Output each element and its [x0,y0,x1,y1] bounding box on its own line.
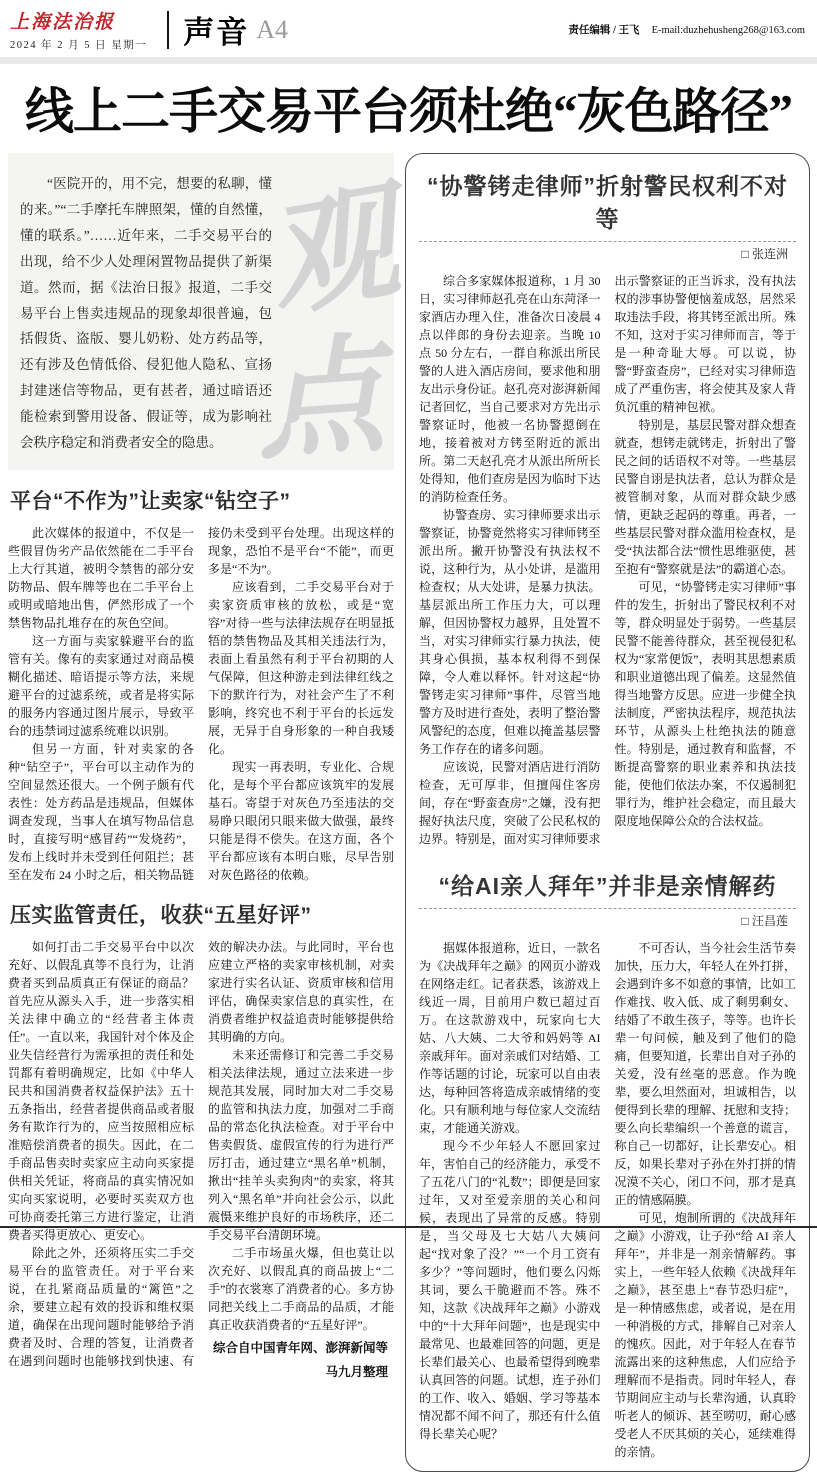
opinion-panel [405,153,810,1472]
editor-credit: 责任编辑 / 王飞 [568,25,640,36]
paragraph: 现今不少年轻人不愿回家过年，害怕自己的经济能力，承受不了五花八门的“礼数”；即便是回家过年，又对至爱亲朋的关心和问候，表现出了异常的反感。特别是，当父母及七大姑八大姨问起“找对象了没？”“一个月工资有多少？”等问题时，他们要么闪烁其词，要么干脆避而不答。殊不知，这款《决战拜年之巅》小游戏中的“十大拜年问题”，也是现实中最常见、也最难回答的问题，更是长辈们最关心、也最希望得到晚辈认真回答的问题。试想，连子孙们的工作、收入、婚姻、学习等基本情况都不闻不问了，那还有什么值得长辈关心呢？ [419,1139,601,1441]
article-ai-newyear [419,868,796,1461]
main-headline: 线上二手交易平台须杜绝“灰色路径” [24,84,792,139]
article2-body [419,939,796,1461]
intro-paragraph: “医院开的，用不完，想要的私聊，懂的来。”“二手摩托车牌照架，懂的自然懂，懂的联系。”……近年来，二手交易平台的出现，给不少人处理闲置物品提供了新渠道。然而，据《法治日报》报道，二手交易平台上售卖违规品的现象却很普遍，包括假货、盗版、婴儿奶粉、处方药品等，还有涉及色情低俗、侵犯他人隐私、宣扬封建迷信等物品，更有甚者，通过暗语还能检索到警用设备、假证等，成为影响社会秩序稳定和消费者安全的隐患。 [20,176,272,451]
paragraph: 综合多家媒体报道称，1 月 30 日，实习律师赵孔亮在山东菏泽一家酒店办理入住，准备次日凌晨 4 点以伴郎的身份去迎亲。当晚 10 点 50 分左右，一群自称派出所民警的人进入酒店房间，要求他和朋友出示身份证。赵孔亮对澎湃新闻记者回忆，当自己要求对方先出示警察证时，他被一名协警摁倒在地，接着被对方铐至附近的派出所。第二天赵孔亮才从派出所所长处得知，他们查房是因为临时下达的消防检查任务。 [419,274,601,504]
section2-title: 压实监管责任，收获“五星好评” [10,903,312,927]
paragraph: 应该说，民警对酒店进行消防检查，无可厚非，但擅闯住客房间，存在“野蛮查房”之嫌，没有把握好执法尺度，突破了公民私权的边界。特别是，面对实习律师要求出示警察证的正当诉求，没有执法权的涉事协警便恼羞成怒，居然采取违法手段，将其铐至派出所。殊不知，这对于实习律师而言，等于是一种奇耻大辱。可以说，协警“野蛮查房”，已经对实习律师造成了严重伤害，将会使其及家人背负沉重的精神包袱。 [419,274,796,846]
paragraph: 应该看到，二手交易平台对于卖家资质审核的放松，或是“宽容”对待一些与法律法规存在明显抵牾的禁售物品及其相关违法行为，表面上看虽然有利于平台初期的人气保障，但这种游走到法律红线之下的默许行为，对社会产生了不利影响，终究也不利于平台的长远发展，无异于自身形象的一种自我矮化。 [208,579,394,756]
page-header [0,0,817,54]
paragraph: 如何打击二手交易平台中以次充好、以假乱真等不良行为，让消费者买到品质真正有保证的商品？首先应从源头入手，进一步落实相关法律中确立的“经营者主体责任”。一直以来，我国针对个体及企业失信经营行为需承担的责任和处罚都有着明确规定，比如《中华人民共和国消费者权益保护法》五十五条指出，经营者提供商品或者服务有欺诈行为的，应当按照相应标准赔偿消费者的损失。因此，在二手商品售卖时卖家应主动向买家提供相关凭证，将商品的真实情况如实向买家说明，必要时买卖双方也可协商委托第三方进行鉴定，让消费者买得更放心、更安心。 [8,939,194,1242]
issue-date: 2024 年 2 月 5 日 星期一 [10,40,148,51]
paragraph: 不可否认，当今社会生活节奏加快，压力大，年轻人在外打拼，会遇到许多不如意的事情，比如工作难找、收入低、成了剩男剩女、结婚了不敢生孩子，等等。也许长辈一句问候，触及到了他们的隐痛，但要知道，长辈出自对子孙的关爱，没有丝毫的恶意。作为晚辈，要么坦然面对，坦诚相告，以便得到长辈的理解、抚慰和支持；要么向长辈编织一个善意的谎言，称自己一切都好，让长辈安心。相反，如果长辈对子孙在外打拼的情况漠不关心，闭口不问，那才是真正的情感隔膜。 [614,941,796,1207]
paragraph: 除此之外，还须将压实二手交易平台的监管责任。对于平台来说，在扎紧商品质量的“篱笆”之余，要建立起有效的投诉和维权渠道，确保在出现问题时能够给予消费者及时、合理的答复，让消费者在遇到问题时也能够找到快速、有效的解决办法。与此同时，平台也应建立严格的卖家审核机制，对卖家进行实名认证、资质审核和信用评估，确保卖家信息的真实性，在消费者维护权益追责时能够提供给其明确的方向。 [8,939,394,1368]
paragraph: 可见，炮制所谓的《决战拜年之巅》小游戏，让子孙“给 AI 亲人拜年”，并非是一剂亲情解药。事实上，一些年轻人依赖《决战拜年之巅》，甚至患上“春节恐归症”，是一种情感焦虑，或者说，是在用一种消极的方式，排解自己对亲人的愧疚。因此，对于年轻人在春节流露出来的这种焦虑，人们应给予理解而不是指责。同时年轻人，春节期间应主动与长辈沟通，认真聆听老人的倾诉、甚至唠叨，耐心感受老人不厌其烦的关心，延续难得的亲情。 [614,1211,796,1459]
paragraph: 现实一再表明，专业化、合规化，是每个平台都应该筑牢的发展基石。寄望于对灰色乃至违法的交易睁只眼闭只眼来做大做强，最终只能是得不偿失。在这方面，各个平台都应该有本明白账，尽早告别对灰色路径的依赖。 [208,759,394,882]
masthead-block [10,7,147,52]
source-credit: 综合自中国青年网、澎湃新闻等 [212,1340,388,1355]
section-name: 声音 [183,15,250,50]
article1-title: “协警铐走律师”折射警民权利不对等 [427,173,788,232]
header-credits [568,22,805,37]
article2-title: “给AI亲人拜年”并非是亲情解药 [438,873,777,899]
section2-body [8,938,394,1382]
watermark-guan: 观 [255,166,409,336]
editor-email: E-mail:duzhehusheng268@163.com [651,25,805,36]
paragraph: 据媒体报道称，近日，一款名为《决战拜年之巅》的网页小游戏在网络走红。记者获悉，该游戏上线近一周，目前用户数已超过百万。在这款游戏中，玩家向七大姑、八大姨、二大爷和妈妈等 AI 亲戚拜年。面对亲戚们对结婚、工作等话题的讨论，玩家可以自由表达，每种回答将造成亲戚情绪的变化。只有顺利地与每位家人交流结束，才能通关游戏。 [419,941,601,1135]
dashed-separator [419,908,796,909]
paragraph: 可见，“协警铐走实习律师”事件的发生，折射出了警民权利不对等，群众明显处于弱势。一些基层民警不能善待群众，甚至视侵犯私权为“家常便饭”，表明其思想素质和职业道德出现了偏差。这显然值得当地警方反思。应进一步健全执法制度，严密执法程序，规范执法环节，从源头上杜绝执法的随意性。特别是，通过教育和监督，不断提高警察的职业素养和执法技能，使他们依法办案，不仅遏制犯罪行为，维护社会稳定，而且最大限度地保障公众的合法权益。 [614,580,796,828]
paragraph: 但另一方面，针对卖家的各种“钻空子”，平台可以主动作为的空间显然还很大。一个例子颇有代表性：处方药品是违规品，但媒体调查发现，当事人在填写物品信息时，直接写明“感冒药”“发烧药”，发布上线时并未受到任何阻拦；甚至在发布 24 小时之后，相关物品链接仍未受到平台处理。出现这样的现象，恐怕不是平台“不能”，而更多是“不为”。 [8,525,394,882]
paragraph: 特别是，基层民警对群众想查就查，想铐走就铐走，折射出了警民之间的话语权不对等。一些基层民警自诩是执法者，总认为群众是被管制对象，从而对群众缺少感情，更缺乏起码的尊重。再者，一些基层民警对群众滥用检查权，是受“执法都合法”惯性思维驱使，甚至抱有“警察就是法”的霸道心态。 [614,418,796,576]
paragraph: 这一方面与卖家躲避平台的监管有关。像有的卖家通过对商品模糊化描述、暗语提示等方法，来规避平台的过滤系统，或者是将实际的服务内容通过图片展示，导致平台的违禁词过滤系统难以识别。 [8,633,194,738]
paragraph: 协警查房、实习律师要求出示警察证，协警竟然将实习律师铐至派出所。撇开协警没有执法权不说，这种行为，从小处讲，是滥用检查权；从大处讲，是暴力执法。基层派出所工作压力大，可以理解，但因协警权力越界，且处置不当，对实习律师实行暴力执法，使其身心俱损，基本权利得不到保障，令人难以释怀。针对这起“协警铐走实习律师”事件，尽管当地警方及时进行查处，表明了整治警风警纪的态度，但难以掩盖基层警务工作存在的诸多问题。 [419,508,601,756]
left-column [8,153,409,1381]
article-police [419,168,796,848]
page-number: A4 [256,14,289,44]
article2-author: □ 汪昌莲 [741,914,788,928]
article1-author: □ 张连洲 [741,247,788,261]
section1-title: 平台“不作为”让卖家“钻空子” [10,489,291,513]
section2-paragraphs [8,938,394,1382]
article1-body [419,272,796,848]
intro-box [8,153,409,479]
compiler-credit: 马九月整理 [325,1364,388,1379]
paragraph: 未来还需修订和完善二手交易相关法律法规，通过立法来进一步规范其发展，同时加大对二手交易的监管和执法力度，加强对二手商品的常态化执法检查。对于平台中售卖假货、虚假宣传的行为进行严厉打击，通过建立“黑名单”机制，揪出“挂羊头卖狗肉”的卖家，将其列入“黑名单”并向社会公示，以此震慑来维护良好的市场秩序，还二手交易平台清朗环境。 [208,1047,394,1242]
watermark-dian: 点 [250,319,390,479]
paragraph: 此次媒体的报道中，不仅是一些假冒伪劣产品依然能在二手平台上大行其道，被明令禁售的部分安防物品、假车牌等也在二手平台上或明或暗地出售，俨然形成了一个禁售物品扎堆存在的灰色空间。 [8,525,194,630]
paragraph: 二手市场虽火爆，但也莫让以次充好、以假乱真的商品披上“二手”的衣裳寒了消费者的心。多方协同把关线上二手商品的品质，才能真正收获消费者的“五星好评”。 [208,1245,394,1332]
header-divider [167,11,169,49]
page-body [0,151,817,1472]
section1-body [8,524,394,884]
header-rule [0,57,817,64]
dashed-separator [419,241,796,242]
newspaper-logo: 上海法治报 [10,12,116,33]
